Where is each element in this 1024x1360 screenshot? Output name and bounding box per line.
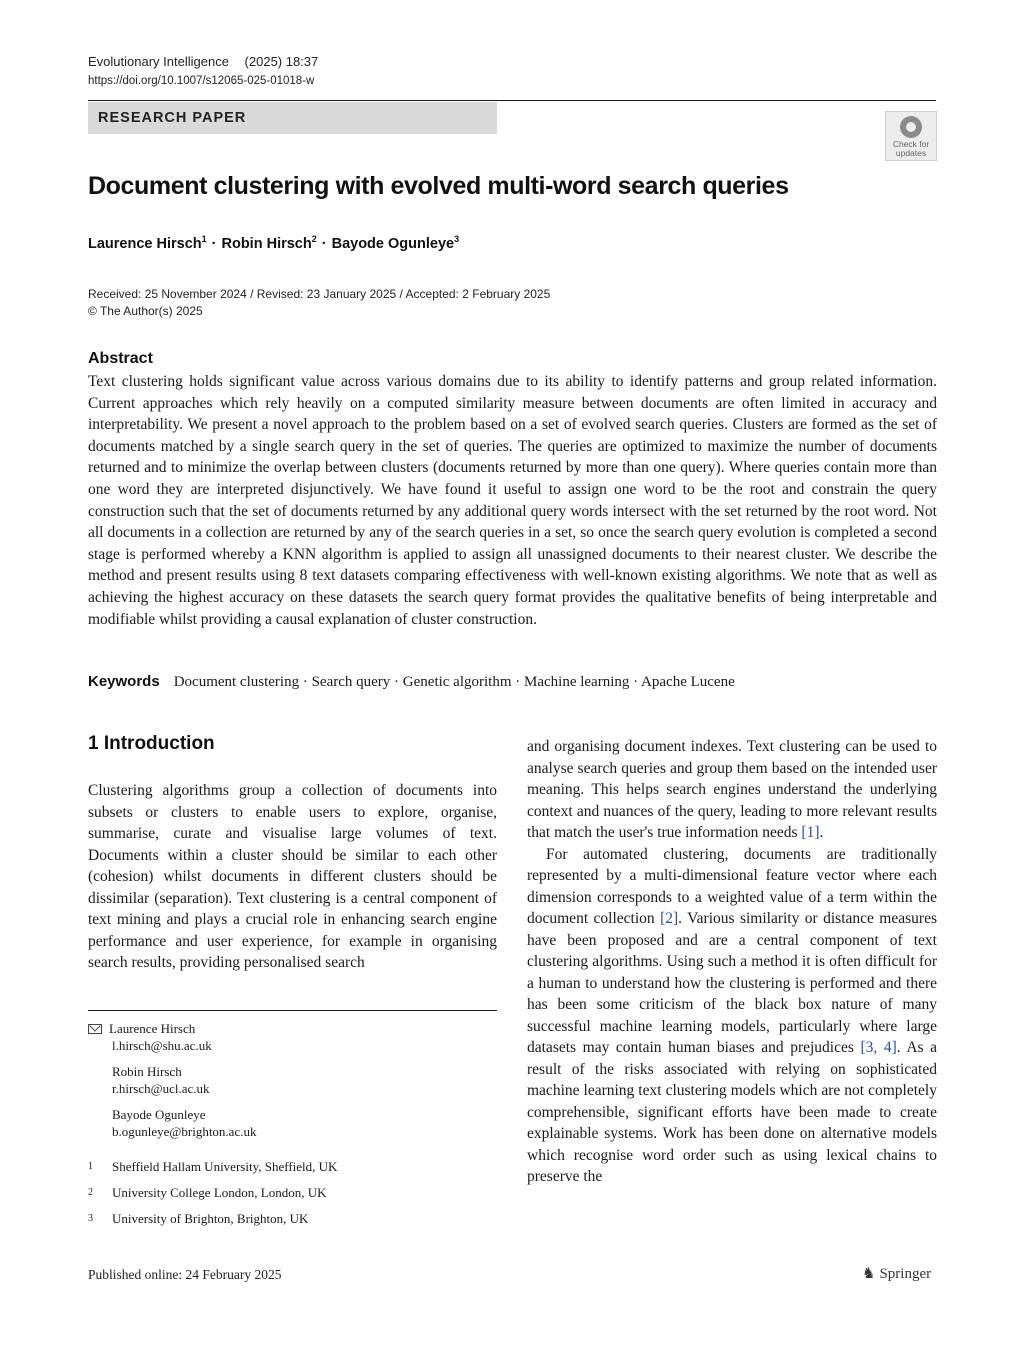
citation-link[interactable]: [2]: [660, 910, 679, 927]
journal-name: Evolutionary Intelligence: [88, 54, 229, 69]
author-affil-sup: 3: [454, 234, 460, 244]
abstract-text: Text clustering holds significant value across various domains due to its ability to identify patterns and group related information. Current approaches which rely heavily on a computed similarity measure between documents are often limited in accuracy and interpretability. We present a novel approach to the problem based on a set of evolved search queries. Clusters are formed as the set of documents matched by a single search query in the set of queries. The queries are optimized to maximize the number of documents returned and to minimize the overlap between clusters (documents returned by more than one query). Where queries contain more than one word they are interpreted disjunctively. We have found it useful to assign one word to be the root and constrain the query construction such that the set of documents returned by any additional query words intersect with the set returned by the root word. Not all documents in a collection are returned by any of the search queries in a set, so once the search query evolution is completed a second stage is performed whereby a KNN algorithm is applied to assign all unassigned documents to their nearest cluster. We describe the method and present results using 8 text datasets comparing effectiveness with well-known existing algorithms. We note that as well as achieving the highest accuracy on these datasets the search query format provides the qualitative benefits of being interpretable and modifiable whilst providing a causal explanation of cluster construction.: [88, 373, 937, 628]
publisher-name: Springer: [879, 1266, 932, 1282]
header-rule: [88, 100, 936, 101]
abstract-heading: Abstract: [88, 350, 153, 367]
article-type-label: RESEARCH PAPER: [98, 110, 247, 126]
affiliation-text: University College London, London, UK: [112, 1185, 327, 1200]
publication-dates: Received: 25 November 2024 / Revised: 23 January 2025 / Accepted: 2 February 2025: [88, 287, 551, 301]
section-heading: 1 Introduction: [88, 733, 215, 754]
envelope-icon: [88, 1024, 102, 1034]
affiliation-number: 2: [88, 1187, 93, 1198]
author-affil-sup: 2: [311, 234, 317, 244]
contact-email[interactable]: l.hirsch@shu.ac.uk: [112, 1038, 212, 1053]
paragraph-text: . As a result of the risks associated with relying on sophisticated machine learning text clustering models which are not completely comprehensible, significant efforts have been made to create explainable systems. Work has been done on alternative models which recognise word order such as using lexical chains to preserve the: [527, 1039, 938, 1185]
affiliation: [88, 1211, 308, 1227]
author-name[interactable]: Bayode Ogunleye: [331, 235, 455, 252]
doi-link[interactable]: https://doi.org/10.1007/s12065-025-01018-w: [88, 75, 315, 87]
corresponding-author: [88, 1020, 195, 1037]
keywords-heading: Keywords: [88, 673, 160, 690]
citation-link[interactable]: [3, 4]: [860, 1039, 897, 1056]
intro-column-right: [527, 736, 937, 1188]
check-updates-icon: [900, 116, 922, 138]
check-updates-label: Check for updates: [892, 139, 930, 158]
author-list: [88, 234, 459, 252]
contact-name: Bayode Ogunleye: [112, 1107, 206, 1122]
copyright-line: © The Author(s) 2025: [88, 304, 203, 318]
paper-title: Document clustering with evolved multi-word search queries: [88, 172, 789, 200]
keywords-list: Document clustering · Search query · Genetic algorithm · Machine learning · Apache Lucene: [173, 674, 735, 690]
paragraph-text: . Various similarity or distance measures have been proposed and are a central component of text clustering algorithms. Using such a method it is often difficult for a human to understand how the clustering is performed and there has been some criticism of the black box nature of many successful machine learning models, particularly where large datasets may contain human biases and prejudices: [527, 910, 937, 1056]
author-name[interactable]: Laurence Hirsch: [88, 235, 202, 252]
affiliation-number: 1: [88, 1161, 93, 1172]
affiliation: [88, 1159, 337, 1175]
affiliation-number: 3: [88, 1213, 93, 1224]
published-online: Published online: 24 February 2025: [88, 1267, 282, 1282]
publisher-logo: [862, 1264, 931, 1283]
affiliation: [88, 1185, 326, 1201]
author-affil-sup: 1: [201, 234, 207, 244]
author-separator: ·: [211, 235, 217, 252]
keywords-line: [88, 673, 735, 691]
author-name[interactable]: Robin Hirsch: [221, 235, 312, 252]
paragraph-text: and organising document indexes. Text clustering can be used to analyse search queries and group them based on the intended user meaning. This helps search engines understand the underlying context and nuances of the query, leading to more relevant results that match the user's true information needs: [527, 738, 937, 841]
intro-paragraph: [527, 736, 937, 844]
paragraph-text: For automated clustering, documents are traditionally represented by a multi-dimensional feature vector where each dimension corresponds to a weighted value of a term within the document collection: [527, 845, 937, 927]
contact-email[interactable]: b.ogunleye@brighton.ac.uk: [112, 1124, 257, 1139]
contact-name: Robin Hirsch: [112, 1064, 182, 1079]
springer-horse-icon: ♞: [862, 1266, 876, 1282]
paragraph-text: .: [819, 824, 824, 841]
author-separator: ·: [321, 235, 327, 252]
intro-paragraph: [527, 844, 937, 1188]
journal-line: [88, 54, 330, 69]
contact-name: Laurence Hirsch: [109, 1021, 196, 1036]
check-for-updates-badge[interactable]: [885, 111, 937, 161]
intro-column-left: Clustering algorithms group a collection of documents into subsets or clusters to enable users to explore, organise, summarise, curate and visualise large volumes of text. Documents within a cluster should be similar to each other (cohesion) whilst documents in different clusters should be dissimilar (separation). Text clustering is a central component of text mining and plays a crucial role in enhancing search engine performance and user experience, for example in organising search results, providing personalised search: [88, 782, 497, 971]
article-type-banner: [88, 102, 497, 134]
affiliation-text: University of Brighton, Brighton, UK: [112, 1211, 309, 1226]
footnote-rule: [88, 1010, 497, 1011]
contact-email[interactable]: r.hirsch@ucl.ac.uk: [112, 1081, 210, 1096]
journal-volume: (2025) 18:37: [244, 54, 319, 69]
affiliation-text: Sheffield Hallam University, Sheffield, UK: [112, 1159, 338, 1174]
citation-link[interactable]: [1]: [801, 824, 820, 841]
